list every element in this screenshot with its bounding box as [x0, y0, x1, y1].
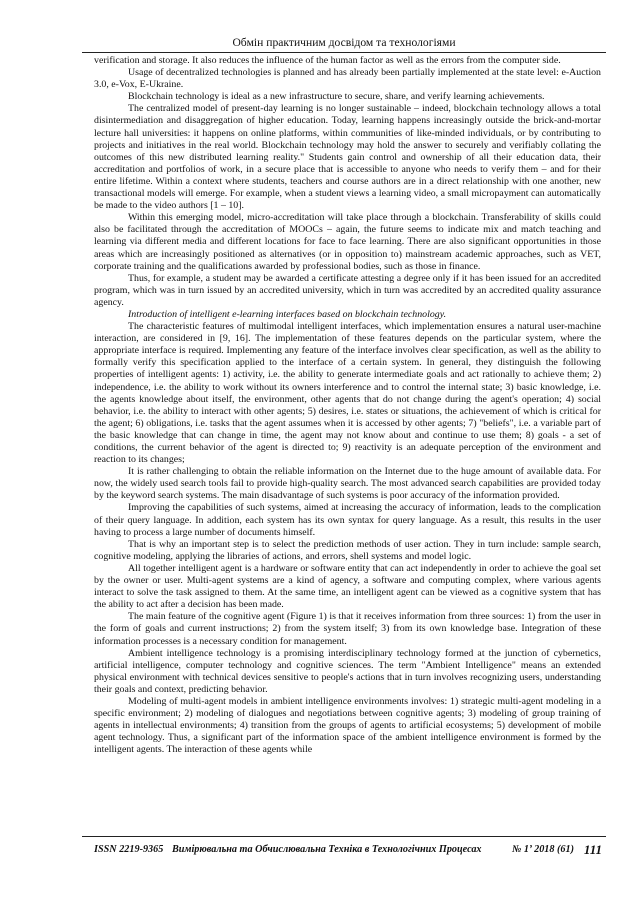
paragraph: Improving the capabilities of such systems, aimed at increasing the accuracy of information, leads to the complication of their query language. In addition, each system has its own syntax for query language. As a result, this results in the user having to process a large number of documents himself.	[94, 502, 601, 538]
paragraph: All together intelligent agent is a hardware or software entity that can act independently in order to achieve the goal set by the owner or user. Multi-agent systems are a kind of agency, a software and computing complex, where various agents interact to solve the task assigned to them. At the same time, an intelligent agent can be viewed as a cognitive system that has the ability to act after a decision has been made.	[94, 562, 601, 611]
paragraph: Ambient intelligence technology is a promising interdisciplinary technology formed at the junction of cybernetics, artificial intelligence, computer technology and cognitive sciences. The term "Ambient Intelligence" means an extended physical environment with technical devices sensitive to people's actions that in turn involves recognizing users, understanding their goals and context, predicting behavior.	[94, 647, 601, 695]
footer-issue-number: № 1’ 2018 (61)	[511, 844, 574, 855]
paragraph: Usage of decentralized technologies is planned and has already been partially implemented at the state level: e-Auction 3.0, e-Vox, E-Ukraine.	[94, 67, 601, 91]
footer-journal-title: Вимірювальна та Обчислювальна Техніка в Технологічних Процесах	[172, 844, 482, 855]
article-body	[94, 55, 601, 756]
paragraph: Within this emerging model, micro-accreditation will take place through a blockchain. Transferability of skills could also be facilitated through the accreditation of MOOCs – again, the future seems to indicate mix and match teaching and learning via different media and different locations for face to face learning. There are also significant opportunities in those areas which are increasingly positioned as alternatives (or in opposition to) mainstream academic approaches, such as VET, corporate training and the qualifications awarded by professional bodies, such as those in finance.	[94, 212, 601, 272]
paragraph: That is why an important step is to select the prediction methods of user action. They in turn include: sample search, cognitive modeling, applying the libraries of actions, and errors, shell systems and model logic.	[94, 538, 601, 562]
paragraph: Blockchain technology is ideal as a new infrastructure to secure, share, and verify learning achievements.	[128, 91, 545, 103]
section-heading: Introduction of intelligent e-learning interfaces based on blockchain technology.	[128, 308, 447, 320]
paragraph: The main feature of the cognitive agent (Figure 1) is that it receives information from three sources: 1) from the user in the form of goals and current instructions; 2) from the system itself; 3) from its own knowledge base. Integration of these information processes is a necessary condition for management.	[94, 611, 601, 647]
page-number: 111	[583, 842, 602, 857]
running-header: Обмін практичним досвідом та технологіями	[232, 36, 456, 49]
footer-divider	[82, 836, 606, 837]
running-footer	[94, 842, 602, 860]
paragraph: Modeling of multi-agent models in ambient intelligence environments involves: 1) strategic multi-agent modeling in a specific environment; 2) modeling of dialogues and negotiations between cognitive agents; 3) modeling of group training of agents in intellectual environments; 4) transition from the groups of agents to artificial ecosystems; 5) development of mobile agent technology. Thus, a significant part of the information space of the ambient intelligence environment is formed by the intelligent agents. The interaction of these agents while	[94, 695, 601, 756]
paragraph: verification and storage. It also reduces the influence of the human factor as well as the errors from the computer side.	[94, 55, 561, 66]
paragraph: The characteristic features of multimodal intelligent interfaces, which implementation ensures a natural user-machine interaction, are considered in [9, 16]. The implementation of these features depends on the particular system, where the appropriate interface is required. Implementing any feature of the interface involves clear specification, as well as the ability to formally verify this specification applied to the interface of a certain system. In general, they distinguish the following properties of intelligent agents: 1) activity, i.e. the ability to generate intermediate goals and act rationally to achieve them; 2) independence, i.e. the ability to work without its owners interference and to control the internal state; 3) basic knowledge, i.e. the agents knowledge about itself, the environment, other agents that do not change during the agent's operation; 4) social behavior, i.e. the ability to interact with other agents; 5) desires, i.e. states or situations, the achievement of which is critical for the agent; 6) obligations, i.e. tasks that the agent assumes when it is accessed by other agents; 7) "beliefs", i.e. a variable part of the basic knowledge that can change in time, the agent may not know about and continue to use them; 8) goals - a set of conditions, the current behavior of the agent is directed to; 9) reactivity is an adequate perception of the environment and reaction to its changes;	[94, 321, 601, 466]
paragraph: It is rather challenging to obtain the reliable information on the Internet due to the huge amount of available data. For now, the widely used search tools fail to provide high-quality search. The most advanced search capabilities are provided today by the keyword search systems. The main disadvantage of such systems is poor accuracy of the information provided.	[94, 466, 601, 502]
paragraph: The centralized model of present-day learning is no longer sustainable – indeed, blockchain technology allows a total disintermediation and disaggregation of higher education. Today, learning happens increasingly outside the brick-and-mortar lecture hall universities: it happens on online platforms, within communities of like-minded individuals, or by contributing to projects and initiatives in the real world. Blockchain technology may hold the answer to securely and verifiably collating the outcomes of this new distributed learning reality." Students gain control and ownership of all their education data, their accreditation and portfolios of work, in a secure place that is accessible to anyone who needs to verify them – and for their entire lifetime. Within a context where students, teachers and course authors are in a direct relationship with one another, new transactional models will emerge. For example, when a student views a learning video, a small micropayment can automatically be made to the video authors [1 – 10].	[94, 103, 601, 212]
paragraph: Thus, for example, a student may be awarded a certificate attesting a degree only if it has been issued for an accredited program, which was in turn issued by an accredited university, which in turn was accredited by an accredited quality assurance agency.	[94, 272, 601, 308]
header-divider	[82, 52, 606, 53]
footer-issn: ISSN 2219-9365	[94, 844, 164, 855]
